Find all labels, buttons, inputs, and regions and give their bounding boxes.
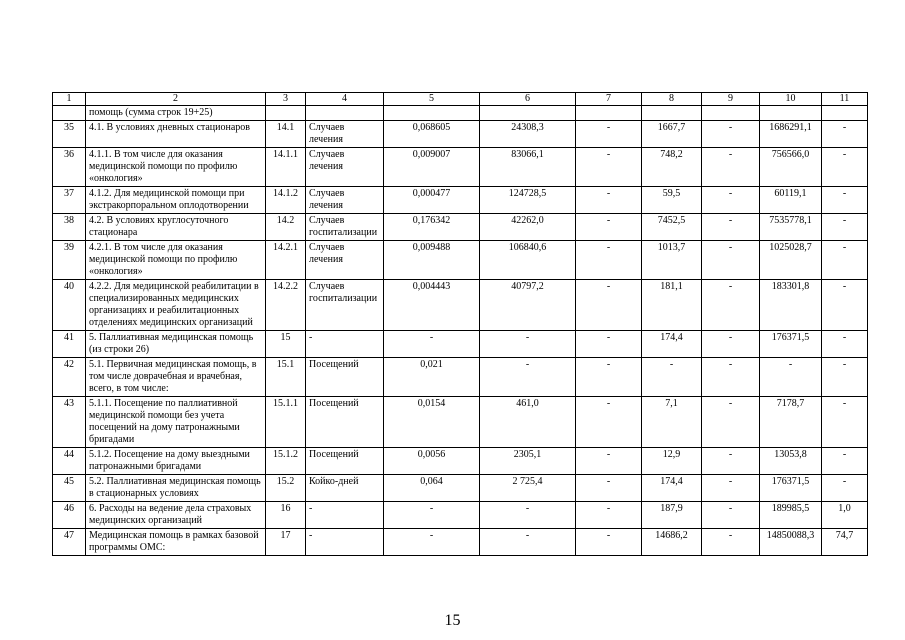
table-cell: - <box>822 148 868 187</box>
table-cell: - <box>306 331 384 358</box>
table-cell: - <box>822 331 868 358</box>
table-cell: - <box>702 280 760 331</box>
table-cell: - <box>480 529 576 556</box>
table-cell: Посещений <box>306 397 384 448</box>
table-cell <box>306 106 384 121</box>
table-cell: - <box>702 529 760 556</box>
table-cell: 45 <box>53 475 86 502</box>
table-cell <box>53 106 86 121</box>
table-cell <box>702 106 760 121</box>
table-cell: 5.1.1. Посещение по паллиативной медицинской помощи без учета посещений на дому патронажными бригадами <box>86 397 266 448</box>
table-cell: 36 <box>53 148 86 187</box>
table-cell: - <box>576 148 642 187</box>
table-row <box>53 358 868 397</box>
table-cell: - <box>384 502 480 529</box>
table-cell: 4.2.1. В том числе для оказания медицинской помощи по профилю «онкология» <box>86 241 266 280</box>
table-cell: 0,176342 <box>384 214 480 241</box>
table-row <box>53 331 868 358</box>
table-cell: 187,9 <box>642 502 702 529</box>
table-row <box>53 502 868 529</box>
table-cell: 0,064 <box>384 475 480 502</box>
table-cell: 7535778,1 <box>760 214 822 241</box>
table-cell: - <box>576 280 642 331</box>
page-number: 15 <box>444 612 461 629</box>
table-cell: 16 <box>266 502 306 529</box>
table-cell: 37 <box>53 187 86 214</box>
table-cell: 5.1. Первичная медицинская помощь, в том числе доврачебная и врачебная, всего, в том числе: <box>86 358 266 397</box>
table-header <box>53 93 868 106</box>
table-cell <box>384 106 480 121</box>
table-cell: 1,0 <box>822 502 868 529</box>
table-cell: Случаев лечения <box>306 241 384 280</box>
table-cell: 47 <box>53 529 86 556</box>
table-row <box>53 148 868 187</box>
table-cell: 124728,5 <box>480 187 576 214</box>
table-cell: 183301,8 <box>760 280 822 331</box>
table-cell: - <box>576 529 642 556</box>
table-cell: 74,7 <box>822 529 868 556</box>
table-cell: 0,004443 <box>384 280 480 331</box>
table-cell: - <box>702 502 760 529</box>
table-cell: 5.1.2. Посещение на дому выездными патронажными бригадами <box>86 448 266 475</box>
table-cell <box>642 106 702 121</box>
table-cell: 756566,0 <box>760 148 822 187</box>
table-cell: 24308,3 <box>480 121 576 148</box>
table-cell: - <box>702 358 760 397</box>
table-cell: - <box>702 241 760 280</box>
table-cell: 42 <box>53 358 86 397</box>
table-cell: 4.2.2. Для медицинской реабилитации в специализированных медицинских организациях и реабилитационных отделениях медицинских организаций <box>86 280 266 331</box>
table-cell: 15.2 <box>266 475 306 502</box>
table-cell: 14686,2 <box>642 529 702 556</box>
table-row <box>53 448 868 475</box>
table-cell: 15 <box>266 331 306 358</box>
column-header: 10 <box>760 93 822 106</box>
table-cell: 1686291,1 <box>760 121 822 148</box>
table-cell: 1013,7 <box>642 241 702 280</box>
table-row <box>53 397 868 448</box>
table-cell: 46 <box>53 502 86 529</box>
table-cell: - <box>576 358 642 397</box>
table-cell: 15.1.1 <box>266 397 306 448</box>
table-cell: - <box>480 358 576 397</box>
data-table <box>52 92 868 556</box>
table-cell: 0,009007 <box>384 148 480 187</box>
table-row <box>53 241 868 280</box>
table-cell: 14850088,3 <box>760 529 822 556</box>
table-cell: 4.1.1. В том числе для оказания медицинской помощи по профилю «онкология» <box>86 148 266 187</box>
table-cell: 60119,1 <box>760 187 822 214</box>
header-row <box>53 93 868 106</box>
table-cell: 176371,5 <box>760 475 822 502</box>
table-cell: 38 <box>53 214 86 241</box>
table-cell <box>480 106 576 121</box>
table-cell: 41 <box>53 331 86 358</box>
table-cell: 4.2. В условиях круглосуточного стационара <box>86 214 266 241</box>
table-cell: 12,9 <box>642 448 702 475</box>
table-cell: 17 <box>266 529 306 556</box>
table-cell: - <box>576 502 642 529</box>
table-cell: 83066,1 <box>480 148 576 187</box>
table-cell: - <box>384 529 480 556</box>
table-cell: - <box>822 214 868 241</box>
table-cell: - <box>702 475 760 502</box>
table-cell: 7178,7 <box>760 397 822 448</box>
table-cell: 7,1 <box>642 397 702 448</box>
table-cell: 40797,2 <box>480 280 576 331</box>
table-cell: - <box>576 448 642 475</box>
table-cell: - <box>306 529 384 556</box>
table-cell: - <box>702 448 760 475</box>
table-cell: 0,000477 <box>384 187 480 214</box>
table-cell: 0,009488 <box>384 241 480 280</box>
table-cell: 59,5 <box>642 187 702 214</box>
column-header: 1 <box>53 93 86 106</box>
table-cell: - <box>642 358 702 397</box>
table-cell: - <box>822 121 868 148</box>
table-cell: 39 <box>53 241 86 280</box>
table-cell: - <box>702 214 760 241</box>
table-cell: - <box>760 358 822 397</box>
table-cell: 174,4 <box>642 475 702 502</box>
table-row <box>53 529 868 556</box>
table-cell <box>576 106 642 121</box>
table-cell: 6. Расходы на ведение дела страховых медицинских организаций <box>86 502 266 529</box>
table-cell: - <box>822 358 868 397</box>
table-cell: 748,2 <box>642 148 702 187</box>
table-cell: - <box>702 331 760 358</box>
table-cell: 4.1. В условиях дневных стационаров <box>86 121 266 148</box>
table-cell: 14.1.1 <box>266 148 306 187</box>
table-cell: Случаев лечения <box>306 148 384 187</box>
table-cell: 0,0056 <box>384 448 480 475</box>
table-cell: - <box>384 331 480 358</box>
column-header: 9 <box>702 93 760 106</box>
table-cell: 2305,1 <box>480 448 576 475</box>
column-header: 3 <box>266 93 306 106</box>
column-header: 8 <box>642 93 702 106</box>
table-cell: 14.1 <box>266 121 306 148</box>
table-cell: 1667,7 <box>642 121 702 148</box>
table-cell <box>822 106 868 121</box>
table-cell: 4.1.2. Для медицинской помощи при экстракорпоральном оплодотворении <box>86 187 266 214</box>
table-cell <box>266 106 306 121</box>
table-cell: 13053,8 <box>760 448 822 475</box>
column-header: 7 <box>576 93 642 106</box>
table-cell: 35 <box>53 121 86 148</box>
table-cell: 0,0154 <box>384 397 480 448</box>
table-row <box>53 475 868 502</box>
table-cell: - <box>822 241 868 280</box>
column-header: 11 <box>822 93 868 106</box>
table-cell: Случаев госпитализации <box>306 280 384 331</box>
table-row <box>53 214 868 241</box>
table-cell: 174,4 <box>642 331 702 358</box>
table-cell: - <box>576 214 642 241</box>
table-cell: Посещений <box>306 358 384 397</box>
table-row <box>53 187 868 214</box>
table-row <box>53 280 868 331</box>
table-cell: - <box>576 241 642 280</box>
table-cell: - <box>702 148 760 187</box>
table-cell: 42262,0 <box>480 214 576 241</box>
table-cell: Койко-дней <box>306 475 384 502</box>
table-cell: - <box>576 187 642 214</box>
table-cell: Случаев лечения <box>306 187 384 214</box>
table-cell: - <box>702 187 760 214</box>
table-cell: 44 <box>53 448 86 475</box>
table-cell: - <box>822 280 868 331</box>
table-cell: 0,021 <box>384 358 480 397</box>
table-cell: Посещений <box>306 448 384 475</box>
table-cell <box>760 106 822 121</box>
table-cell: 181,1 <box>642 280 702 331</box>
table-row <box>53 121 868 148</box>
table-cell: 14.1.2 <box>266 187 306 214</box>
table-body <box>53 106 868 556</box>
table-cell: - <box>576 397 642 448</box>
table-cell: - <box>702 397 760 448</box>
table-cell: 14.2.2 <box>266 280 306 331</box>
table-cell: 14.2 <box>266 214 306 241</box>
table-cell: 1025028,7 <box>760 241 822 280</box>
table-cell: Случаев лечения <box>306 121 384 148</box>
table-cell: 43 <box>53 397 86 448</box>
table-cell: 15.1.2 <box>266 448 306 475</box>
table-cell: Медицинская помощь в рамках базовой программы ОМС: <box>86 529 266 556</box>
table-cell: 189985,5 <box>760 502 822 529</box>
table-cell: 5. Паллиативная медицинская помощь (из строки 26) <box>86 331 266 358</box>
table-cell: - <box>306 502 384 529</box>
table-cell: 461,0 <box>480 397 576 448</box>
table-cell: - <box>822 475 868 502</box>
column-header: 5 <box>384 93 480 106</box>
table-cell: 40 <box>53 280 86 331</box>
column-header: 4 <box>306 93 384 106</box>
table-cell: 14.2.1 <box>266 241 306 280</box>
table-cell: 7452,5 <box>642 214 702 241</box>
table-cell: - <box>822 448 868 475</box>
table-row-continuation <box>53 106 868 121</box>
table-cell: - <box>480 502 576 529</box>
table-cell: - <box>480 331 576 358</box>
table-cell: - <box>822 187 868 214</box>
table-cell: 176371,5 <box>760 331 822 358</box>
column-header: 6 <box>480 93 576 106</box>
table-cell: - <box>576 331 642 358</box>
table-cell: 2 725,4 <box>480 475 576 502</box>
table-cell: 0,068605 <box>384 121 480 148</box>
table-cell: - <box>822 397 868 448</box>
table-cell: - <box>702 121 760 148</box>
table-cell: 15.1 <box>266 358 306 397</box>
table-cell: Случаев госпитализации <box>306 214 384 241</box>
table-cell: помощь (сумма строк 19+25) <box>86 106 266 121</box>
table-cell: 5.2. Паллиативная медицинская помощь в стационарных условиях <box>86 475 266 502</box>
table-cell: 106840,6 <box>480 241 576 280</box>
table-cell: - <box>576 475 642 502</box>
table-cell: - <box>576 121 642 148</box>
column-header: 2 <box>86 93 266 106</box>
